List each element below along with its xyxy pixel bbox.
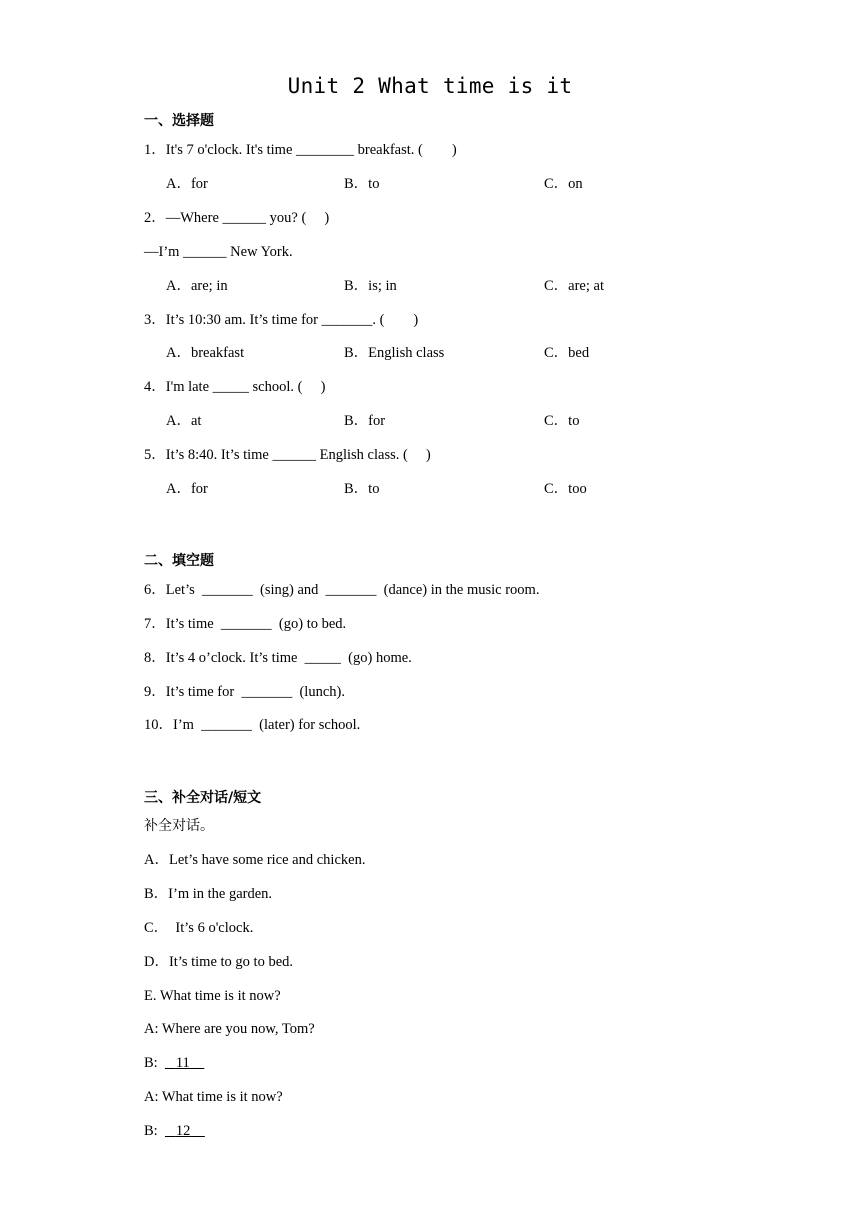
question-2-option-a: A．are; in: [166, 278, 228, 294]
question-4-option-c: C．to: [544, 413, 580, 429]
question-3-option-c: C．bed: [544, 345, 590, 361]
question-5-option-c: C．too: [544, 481, 587, 497]
dialogue-intro: 补全对话。: [144, 818, 214, 834]
question-2-stem: 2．—Where ______ you? ( ): [144, 210, 330, 226]
question-1-option-c: C．on: [544, 176, 583, 192]
question-4-stem: 4．I'm late _____ school. ( ): [144, 379, 326, 395]
question-3-option-a: A．breakfast: [166, 345, 245, 361]
question-5-stem: 5．It’s 8:40. It’s time ______ English class. ( ): [144, 447, 431, 463]
dialogue-line-2: [144, 1054, 204, 1072]
question-3-stem: 3．It’s 10:30 am. It’s time for _______. ( ): [144, 312, 419, 328]
dialogue-line-4: [144, 1122, 205, 1140]
section-heading-choice: 一、选择题: [144, 113, 214, 129]
question-2-option-c: C．are; at: [544, 278, 604, 294]
dialogue-speaker: A:: [144, 1089, 159, 1105]
question-2-option-b: B．is; in: [344, 278, 397, 294]
fill-item-7: 7．It’s time _______ (go) to bed.: [144, 616, 347, 632]
section-heading-fill-in: 二、填空题: [144, 553, 214, 569]
fill-item-6: 6．Let’s _______ (sing) and _______ (dance) in the music room.: [144, 582, 540, 598]
dialogue-choice-c: C． It’s 6 o'clock.: [144, 920, 254, 936]
section-heading-dialogue: 三、补全对话/短文: [144, 790, 262, 806]
question-4-option-a: A．at: [166, 413, 202, 429]
page-title: Unit 2 What time is it: [287, 74, 573, 98]
fill-item-10: 10．I’m _______ (later) for school.: [144, 717, 361, 733]
dialogue-speaker: B:: [144, 1055, 158, 1071]
dialogue-choice-e: E. What time is it now?: [144, 988, 281, 1004]
dialogue-blank-11: 11: [175, 1055, 190, 1071]
dialogue-speaker: A:: [144, 1021, 159, 1037]
question-3-option-b: B．English class: [344, 345, 445, 361]
fill-item-9: 9．It’s time for _______ (lunch).: [144, 684, 345, 700]
fill-item-8: 8．It’s 4 o’clock. It’s time _____ (go) home.: [144, 650, 412, 666]
dialogue-choice-d: D．It’s time to go to bed.: [144, 954, 294, 970]
question-4-option-b: B．for: [344, 413, 386, 429]
dialogue-line-1: [144, 1020, 315, 1038]
dialogue-blank-12: 12: [175, 1123, 191, 1139]
question-2-stem-response: —I’m ______ New York.: [144, 244, 293, 260]
question-1-option-a: A．for: [166, 176, 208, 192]
dialogue-text: Where are you now, Tom?: [161, 1021, 315, 1037]
dialogue-speaker: B:: [144, 1123, 158, 1139]
question-1-stem: 1．It's 7 o'clock. It's time ________ breakfast. ( ): [144, 142, 457, 158]
question-1-option-b: B．to: [344, 176, 380, 192]
question-5-option-a: A．for: [166, 481, 208, 497]
dialogue-choice-a: A．Let’s have some rice and chicken.: [144, 852, 366, 868]
dialogue-line-3: [144, 1088, 283, 1106]
dialogue-choice-b: B．I’m in the garden.: [144, 886, 273, 902]
question-5-option-b: B．to: [344, 481, 380, 497]
dialogue-text: What time is it now?: [161, 1089, 283, 1105]
